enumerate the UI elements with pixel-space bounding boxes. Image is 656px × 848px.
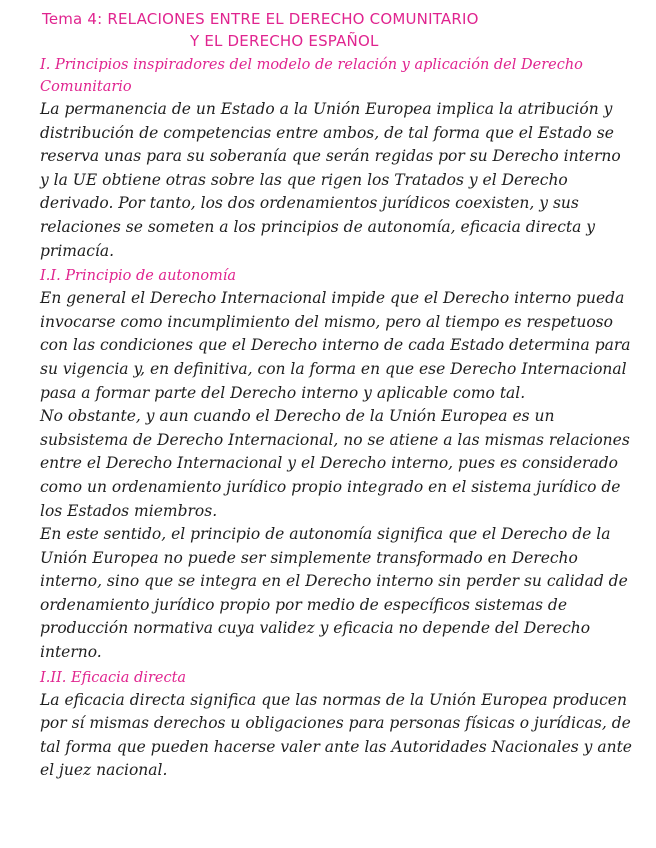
title-line-2: Y EL DERECHO ESPAÑOL: [190, 32, 379, 50]
section-heading: I.I. Principio de autonomía: [40, 268, 237, 285]
section-heading: I. Principios inspiradores del modelo de relación y aplicación del Derecho Comunitario: [40, 57, 583, 95]
page-title: [42, 8, 634, 52]
paragraph: En este sentido, el principio de autonomía significa que el Derecho de la Unión Europea no puede ser simplemente transformado en Derecho interno, sino que se integra en el Derecho interno sin perder su calidad de ordenamiento jurídico propio por medio de específicos sistemas de producción normativa cuya validez y eficacia no depende del Derecho interno.: [40, 525, 628, 662]
section-eficacia-directa: [40, 667, 634, 783]
paragraph: No obstante, y aun cuando el Derecho de la Unión Europea es un subsistema de Derecho Internacional, no se atiene a las mismas relaciones entre el Derecho Internacional y el Derecho interno, pues es considerado como un ordenamiento jurídico propio integrado en el sistema jurídico de los Estados miembros.: [40, 407, 630, 520]
section-autonomia: [40, 265, 634, 665]
section-heading: I.II. Eficacia directa: [40, 669, 187, 686]
section-principios: [40, 54, 634, 263]
title-line-1: Tema 4: RELACIONES ENTRE EL DERECHO COMUNITARIO: [42, 10, 479, 28]
paragraph: La eficacia directa significa que las normas de la Unión Europea producen por sí mismas derechos u obligaciones para personas físicas o jurídicas, de tal forma que pueden hacerse valer ante las Autoridades Nacionales y ante el juez nacional.: [40, 690, 632, 780]
paragraph: En general el Derecho Internacional impide que el Derecho interno pueda invocarse como incumplimiento del mismo, pero al tiempo es respetuoso con las condiciones que el Derecho interno de cada Estado determina para su vigencia y, en definitiva, con la forma en que ese Derecho Internacional pasa a formar parte del Derecho interno y aplicable como tal.: [40, 289, 631, 402]
paragraph: La permanencia de un Estado a la Unión Europea implica la atribución y distribución de competencias entre ambos, de tal forma que el Estado se reserva unas para su soberanía que serán regidas por su Derecho interno y la UE obtiene otras sobre las que rigen los Tratados y el Derecho derivado. Por tanto, los dos ordenamientos jurídicos coexisten, y sus relaciones se someten a los principios de autonomía, eficacia directa y primacía.: [40, 100, 621, 260]
